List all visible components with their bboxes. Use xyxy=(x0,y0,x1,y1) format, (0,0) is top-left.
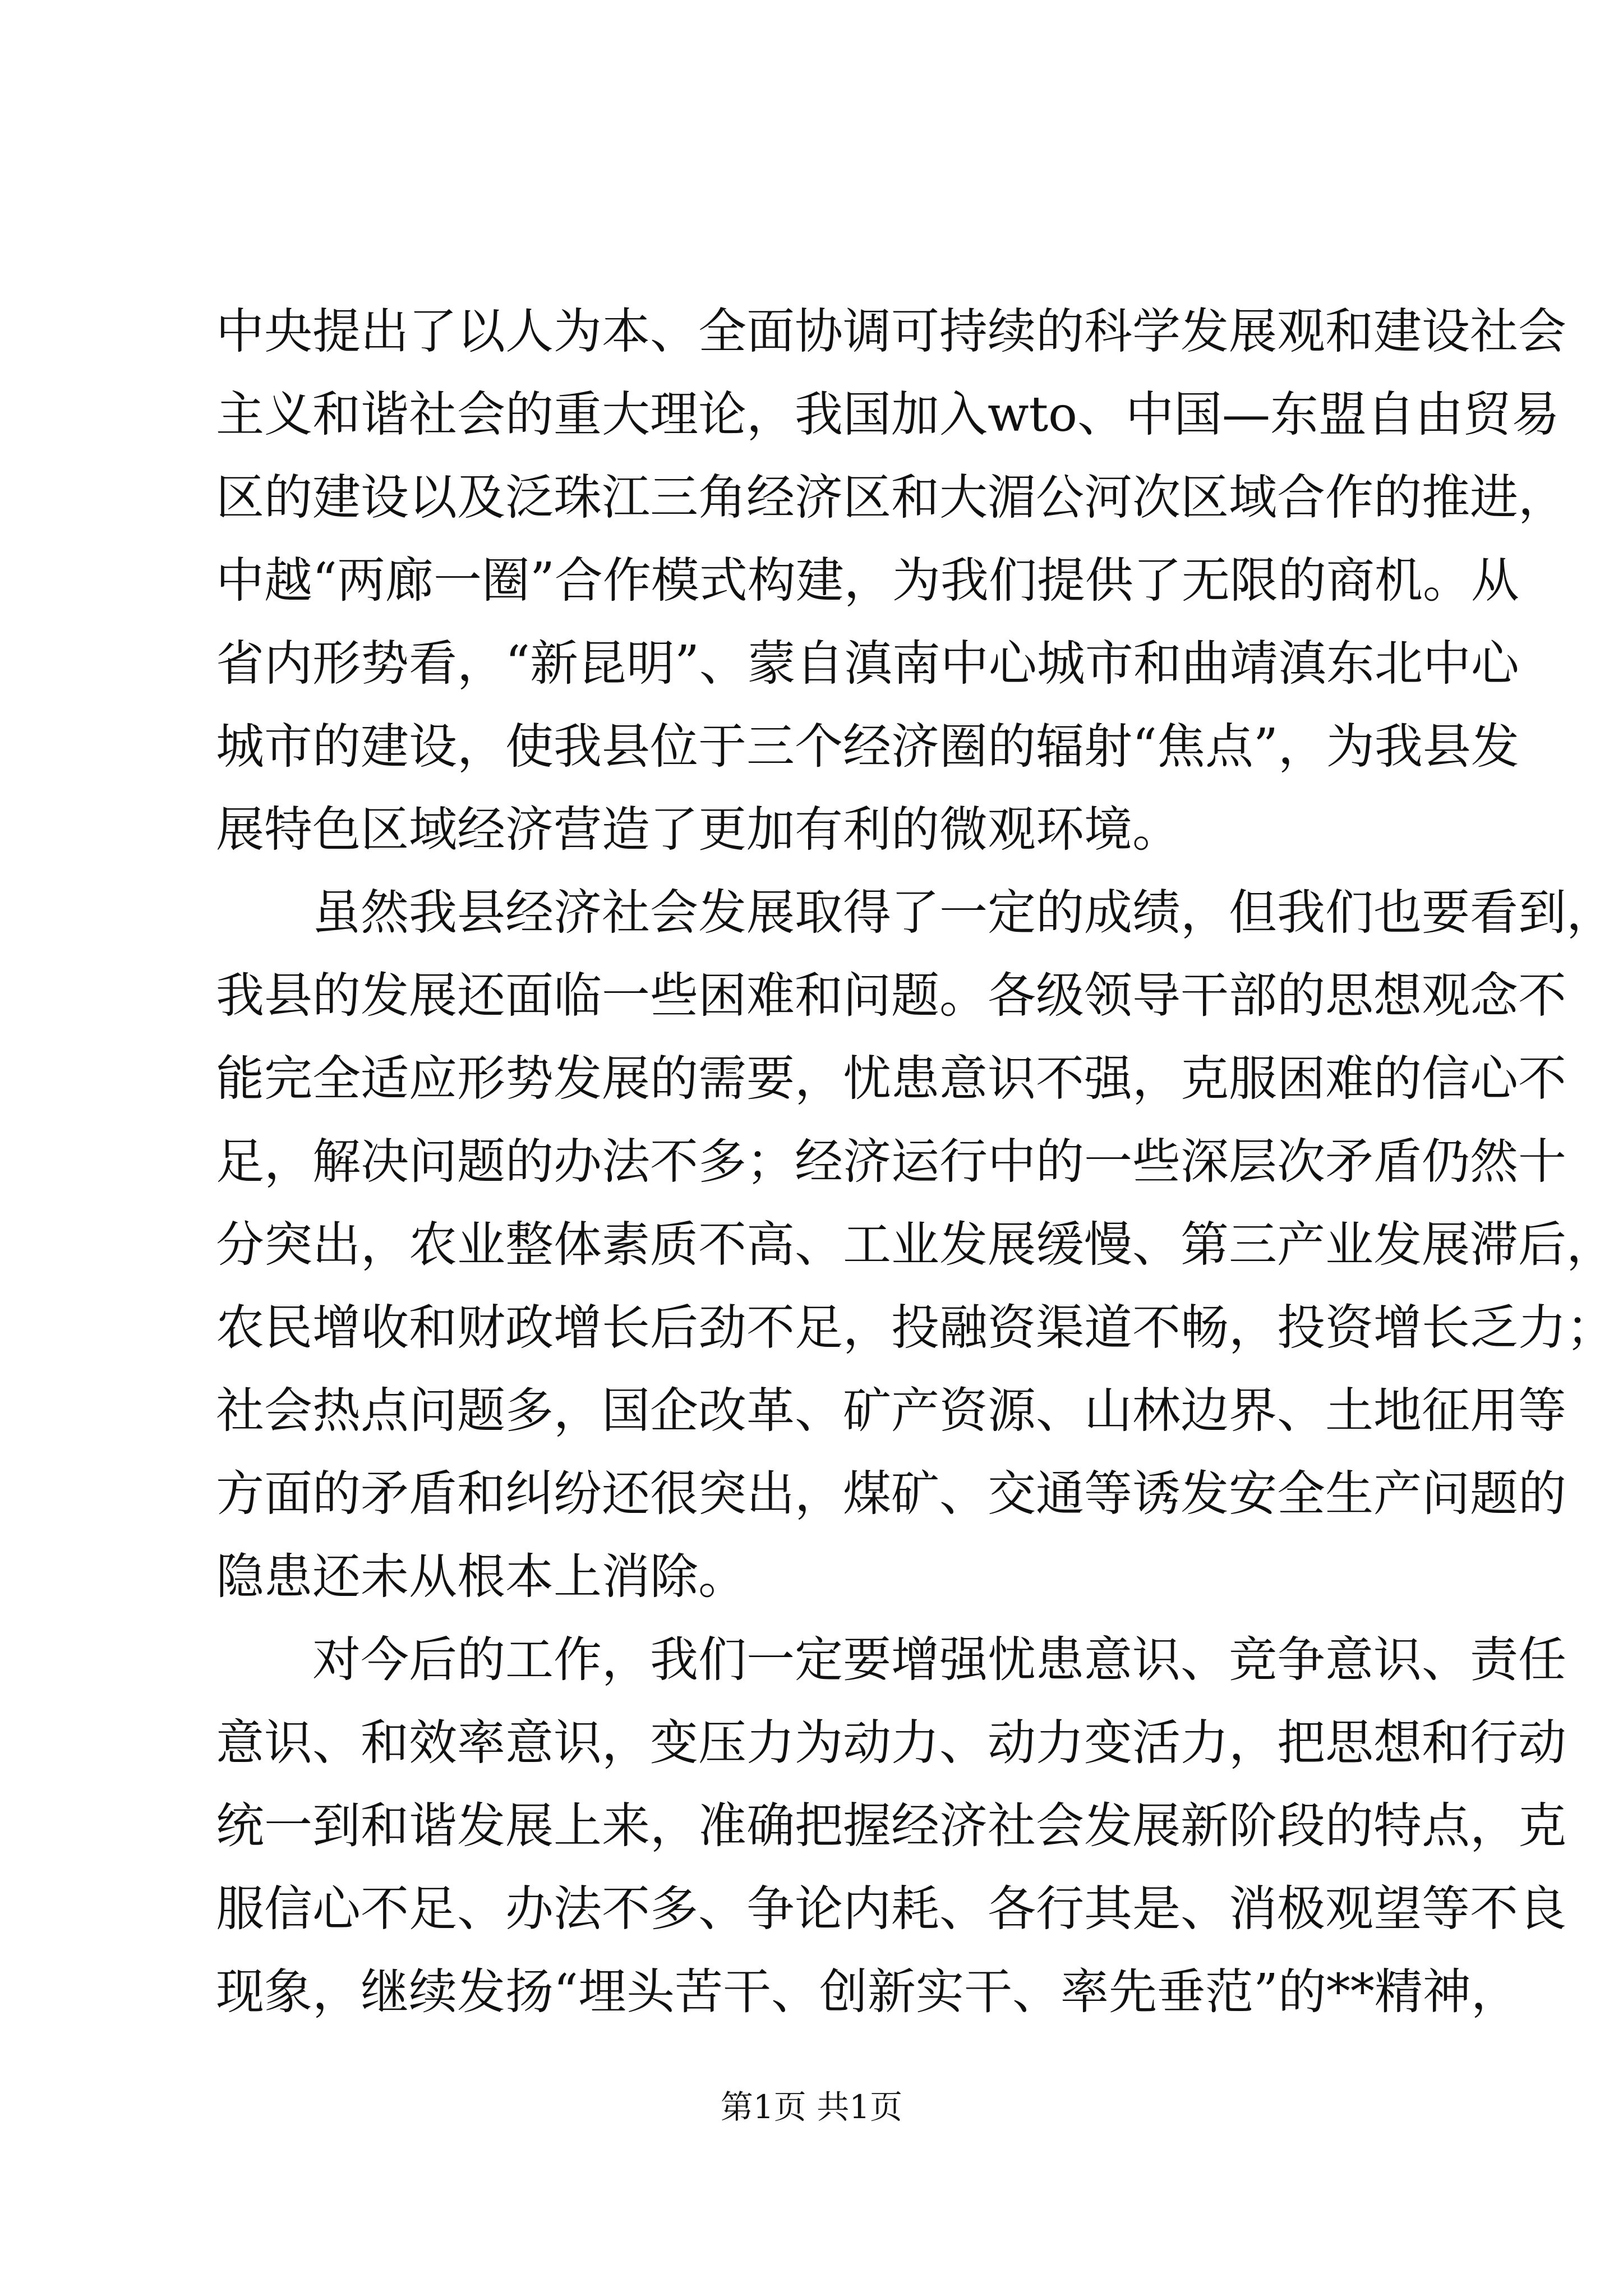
paragraph-first-line: 对今后的工作，我们一定要增强忧患意识、竞争意识、责任 xyxy=(312,1632,1566,1688)
paragraph-first-line: 虽然我县经济社会发展取得了一定的成绩，但我们也要看到， xyxy=(312,885,1615,941)
text-line: 足，解决问题的办法不多；经济运行中的一些深层次矛盾仍然十 xyxy=(216,1134,1566,1190)
text-line: 服信心不足、办法不多、争论内耗、各行其是、消极观望等不良 xyxy=(216,1881,1566,1937)
text-line: 统一到和谐发展上来，准确把握经济社会发展新阶段的特点，克 xyxy=(216,1798,1566,1854)
text-line: 区的建设以及泛珠江三角经济区和大湄公河次区域合作的推进， xyxy=(216,470,1566,526)
text-line: 城市的建设，使我县位于三个经济圈的辐射“焦点”，为我县发 xyxy=(216,719,1519,775)
text-line: 展特色区域经济营造了更加有利的微观环境。 xyxy=(216,802,1181,858)
text-line: 分突出，农业整体素质不高、工业发展缓慢、第三产业发展滞后， xyxy=(216,1217,1615,1273)
text-line: 我县的发展还面临一些困难和问题。各级领导干部的思想观念不 xyxy=(216,968,1566,1024)
text-line: 隐患还未从根本上消除。 xyxy=(216,1549,746,1605)
text-line: 方面的矛盾和纠纷还很突出，煤矿、交通等诱发安全生产问题的 xyxy=(216,1466,1566,1522)
text-line: 主义和谐社会的重大理论，我国加入wto、中国—东盟自由贸易 xyxy=(216,386,1560,443)
text-line: 社会热点问题多，国企改革、矿产资源、山林边界、土地征用等 xyxy=(216,1383,1566,1439)
text-line: 能完全适应形势发展的需要，忧患意识不强，克服困难的信心不 xyxy=(216,1051,1566,1107)
text-line: 中央提出了以人为本、全面协调可持续的科学发展观和建设社会 xyxy=(216,303,1566,360)
page-footer: 第1页 共1页 xyxy=(720,2088,903,2126)
text-line: 意识、和效率意识，变压力为动力、动力变活力，把思想和行动 xyxy=(216,1715,1566,1771)
text-line: 省内形势看，“新昆明”、蒙自滇南中心城市和曲靖滇东北中心 xyxy=(216,636,1519,692)
text-line: 中越“两廊一圈”合作模式构建，为我们提供了无限的商机。从 xyxy=(216,553,1519,609)
text-line: 现象，继续发扬“埋头苦干、创新实干、率先垂范”的**精神， xyxy=(216,1964,1519,2020)
text-line: 农民增收和财政增长后劲不足，投融资渠道不畅，投资增长乏力； xyxy=(216,1300,1615,1356)
